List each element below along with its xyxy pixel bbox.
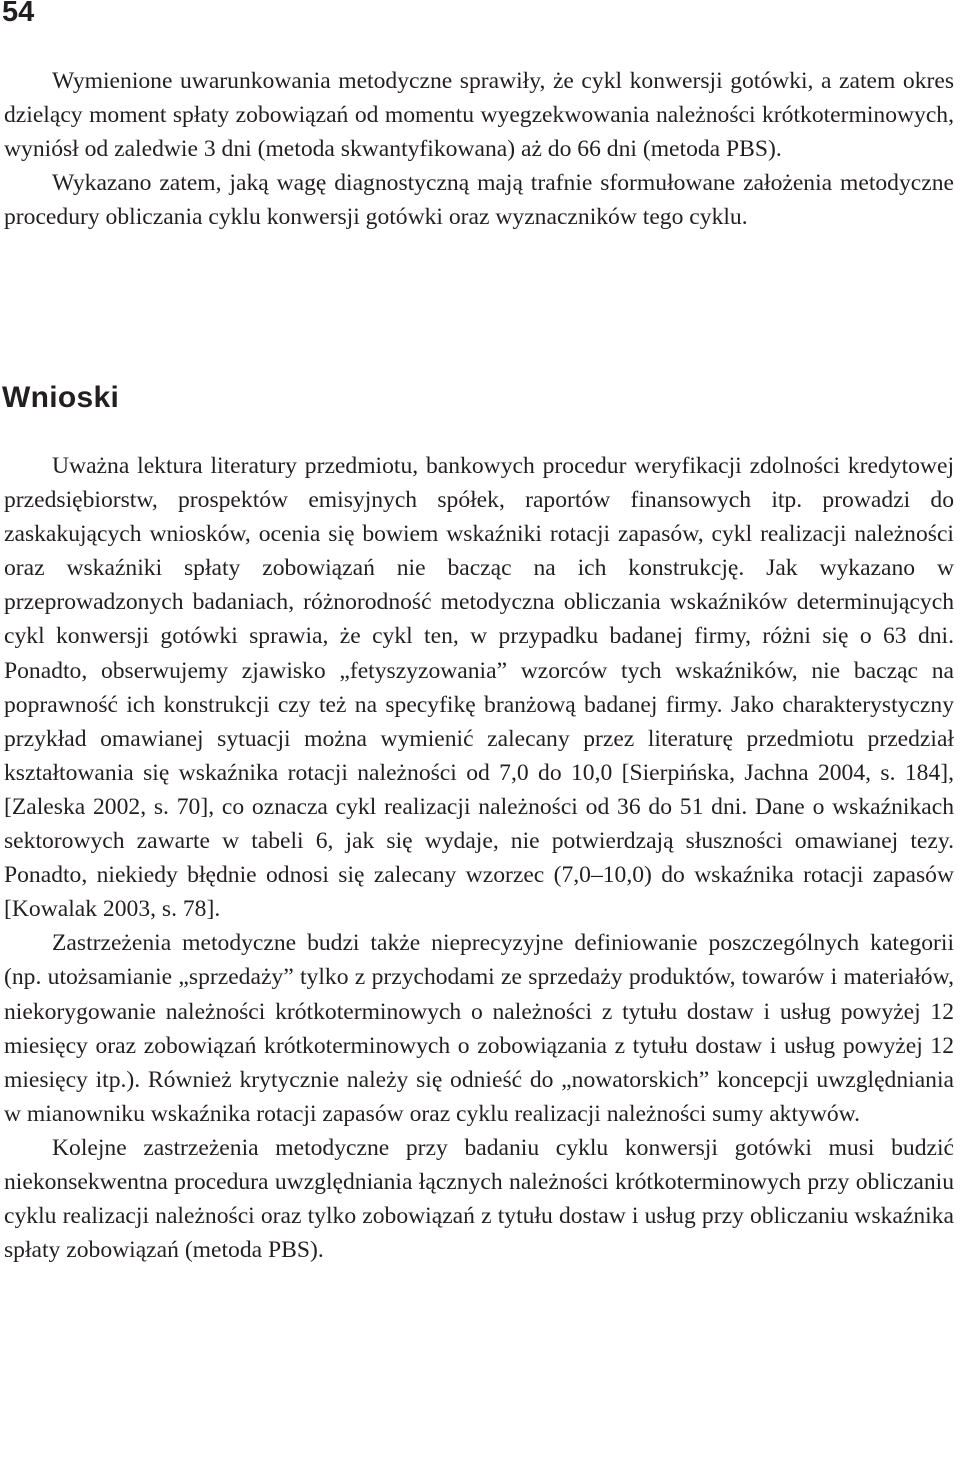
intro-paragraph: Wykazano zatem, jaką wagę diagnostyczną mają trafnie sformułowane założenia metodyczne procedury obliczania cyklu konwersji gotówki oraz wyznaczników tego cyklu.	[4, 170, 954, 231]
section-heading: Wnioski	[2, 381, 120, 414]
intro-paragraph: Wymienione uwarunkowania metodyczne sprawiły, że cykl konwersji gotówki, a zatem okres dzielący moment spłaty zobowiązań od momentu wyegzekwowania należności krótkoterminowych, wyniósł od zaledwie 3 dni (metoda skwantyfikowana) aż do 66 dni (metoda PBS).	[4, 68, 954, 163]
conclusion-paragraph: Uważna lektura literatury przedmiotu, bankowych procedur weryfikacji zdolności kredytowej przedsiębiorstw, prospektów emisyjnych spółek, raportów finansowych itp. prowadzi do zaskakujących wniosków, ocenia się bowiem wskaźniki rotacji zapasów, cykl realizacji należności oraz wskaźniki spłaty zobowiązań nie bacząc na ich konstrukcję. Jak wykazano w przeprowadzonych badaniach, różnorodność metodyczna obliczania wskaźników determinujących cykl konwersji gotówki sprawia, że cykl ten, w przypadku badanej firmy, różni się o 63 dni. Ponadto, obserwujemy zjawisko „fetyszyzowania” wzorców tych wskaźników, nie bacząc na poprawność ich konstrukcji czy też na specyfikę branżową badanej firmy. Jako charakterystyczny przykład omawianej sytuacji można wymienić zalecany przez literaturę przedmiotu przedział kształtowania się wskaźnika rotacji należności od 7,0 do 10,0 [Sierpińska, Jachna 2004, s. 184], [Zaleska 2002, s. 70], co oznacza cykl realizacji należności od 36 do 51 dni. Dane o wskaźnikach sektorowych zawarte w tabeli 6, jak się wydaje, nie potwierdzają słuszności omawianej tezy. Ponadto, niekiedy błędnie odnosi się zalecany wzorzec (7,0–10,0) do wskaźnika rotacji zapasów [Kowalak 2003, s. 78].	[4, 453, 954, 923]
conclusion-paragraph: Zastrzeżenia metodyczne budzi także nieprecyzyjne definiowanie poszczególnych kategorii (np. utożsamianie „sprzedaży” tylko z przychodami ze sprzedaży produktów, towarów i materiałów, niekorygowanie należności krótkoterminowych o należności z tytułu dostaw i usług powyżej 12 miesięcy oraz zobowiązań krótkoterminowych o zobowiązania z tytułu dostaw i usług powyżej 12 miesięcy itp.). Również krytycznie należy się odnieść do „nowatorskich” koncepcji uwzględniania w mianowniku wskaźnika rotacji zapasów oraz cyklu realizacji należności sumy aktywów.	[4, 930, 954, 1127]
conclusions-text	[4, 449, 954, 1267]
page-number: 54	[2, 0, 35, 28]
intro-text	[4, 64, 954, 234]
conclusion-paragraph: Kolejne zastrzeżenia metodyczne przy badaniu cyklu konwersji gotówki musi budzić niekonsekwentna procedura uwzględniania łącznych należności krótkoterminowych przy obliczaniu cyklu realizacji należności oraz tylko zobowiązań z tytułu dostaw i usług przy obliczaniu wskaźnika spłaty zobowiązań (metoda PBS).	[4, 1134, 954, 1264]
